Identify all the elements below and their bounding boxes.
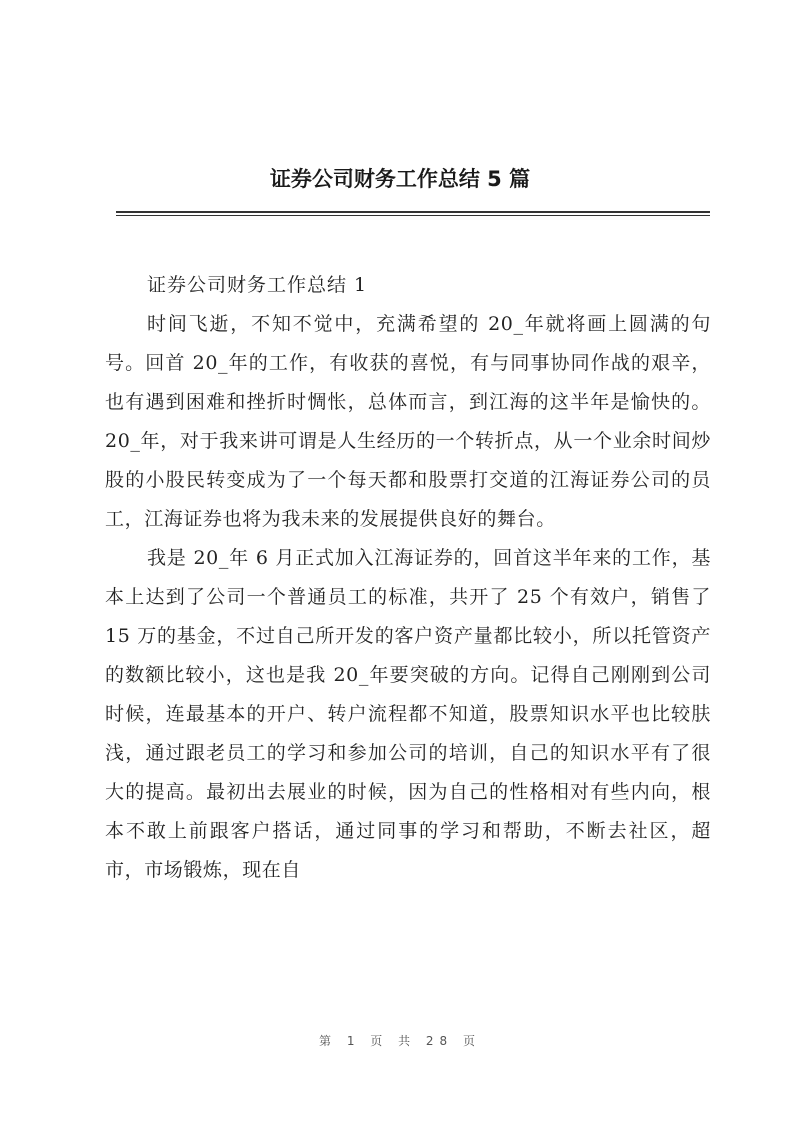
paragraph-1: 时间飞逝，不知不觉中，充满希望的 20_年就将画上圆满的句号。回首 20_年的工作，有收获的喜悦，有与同事协同作战的艰辛，也有遇到困难和挫折时惆怅，总体而言，到江海的这半年是愉快的。20_年，对于我来讲可谓是人生经历的一个转折点，从一个业余时间炒股的小股民转变成为了一个每天都和股票打交道的江海证券公司的员工，江海证券也将为我未来的发展提供良好的舞台。: [105, 313, 711, 530]
document-title: 证券公司财务工作总结 5 篇: [269, 167, 531, 191]
title-divider: [116, 211, 710, 216]
document-body: [105, 266, 711, 890]
page-footer: 第 1 页 共 28 页: [319, 1034, 481, 1048]
section-heading: 证券公司财务工作总结 1: [147, 274, 368, 296]
paragraph-2: 我是 20_年 6 月正式加入江海证券的，回首这半年来的工作，基本上达到了公司一个普通员工的标准，共开了 25 个有效户，销售了 15 万的基金，不过自己所开发的客户资产量都比较小，所以托管资产的数额比较小，这也是我 20_年要突破的方向。记得自己刚刚到公司时候，连最基本的开户、转户流程都不知道，股票知识水平也比较肤浅，通过跟老员工的学习和参加公司的培训，自己的知识水平有了很大的提高。最初出去展业的时候，因为自己的性格相对有些内向，根本不敢上前跟客户搭话，通过同事的学习和帮助，不断去社区，超市，市场锻炼，现在自: [105, 547, 711, 881]
